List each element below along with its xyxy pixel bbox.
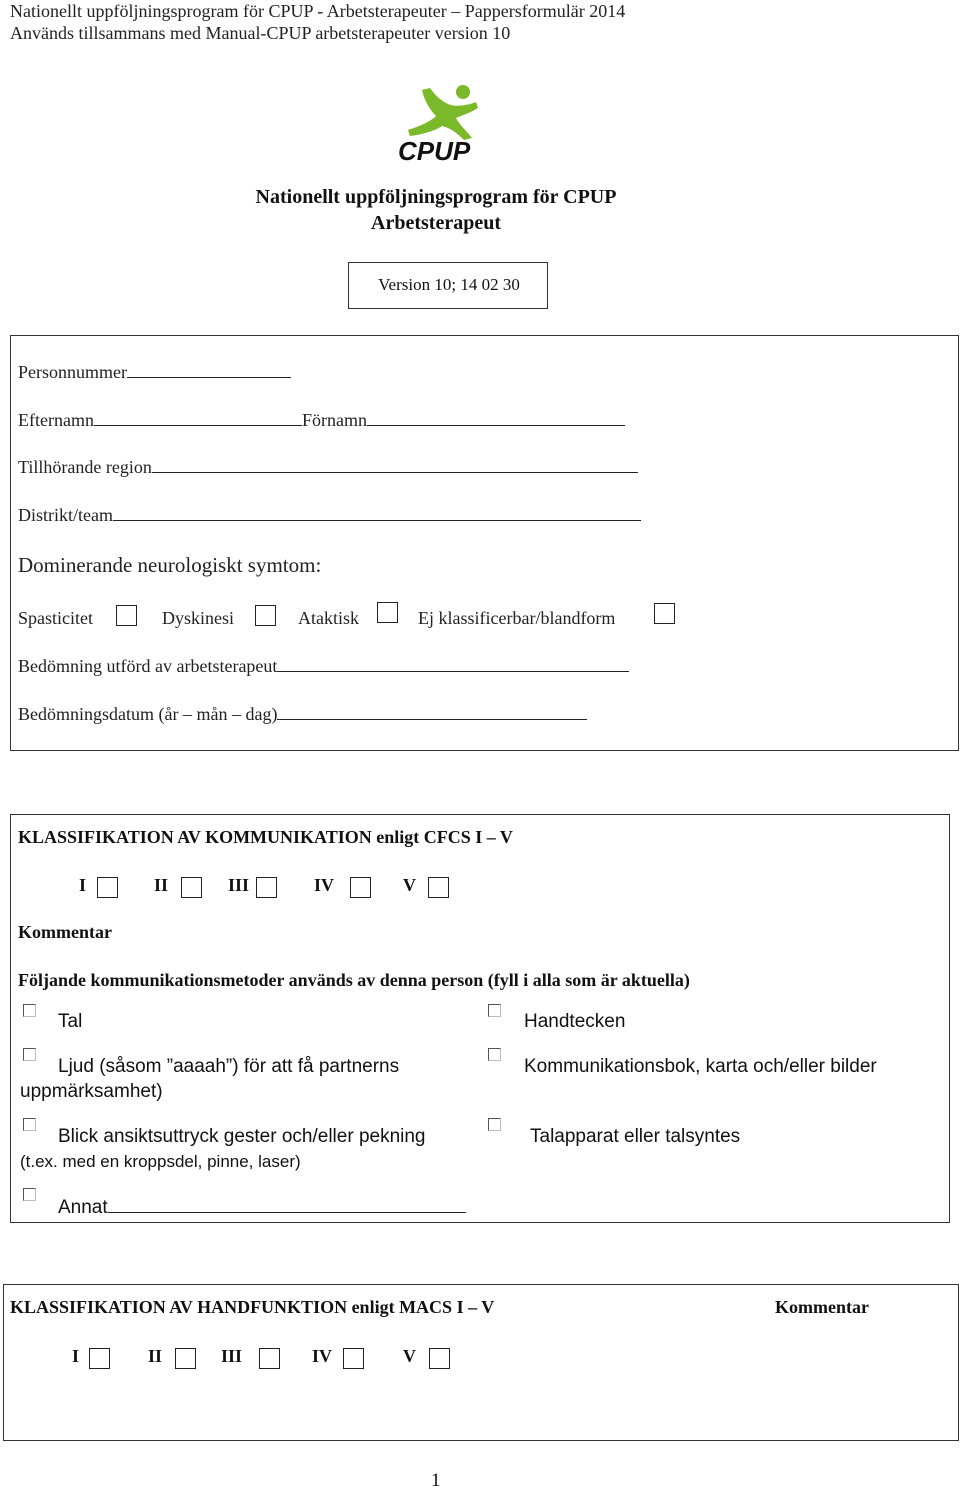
annat-checkbox[interactable] [23, 1188, 36, 1201]
ljud-label-line2: uppmärksamhet) [20, 1081, 163, 1102]
cfcs-level-ii-checkbox[interactable] [181, 877, 202, 898]
cfcs-level-iii-label: III [228, 875, 250, 895]
personnummer-field[interactable] [127, 363, 291, 378]
region-label: Tillhörande region [18, 457, 152, 477]
symptom-ej-klassificerbar [418, 608, 615, 629]
cfcs-heading: KLASSIFIKATION AV KOMMUNIKATION enligt CFCS I – V [18, 827, 513, 847]
macs-level-iv-label: IV [312, 1346, 333, 1366]
macs-level-iv-checkbox[interactable] [343, 1348, 364, 1369]
region-row [18, 457, 638, 478]
blick-checkbox[interactable] [23, 1118, 36, 1131]
region-field[interactable] [152, 458, 638, 473]
efternamn-field[interactable] [94, 411, 302, 426]
handtecken-label: Handtecken [524, 1011, 626, 1032]
macs-comment-label: Kommentar [775, 1297, 869, 1317]
patient-info-box [10, 335, 959, 751]
header-line-2: Används tillsammans med Manual-CPUP arbetsterapeuter version 10 [10, 23, 511, 43]
fornamn-label: Förnamn [301, 410, 367, 430]
ataktisk-label: Ataktisk [298, 608, 359, 628]
symptom-dyskinesi [162, 608, 234, 629]
macs-level-i-label: I [72, 1346, 80, 1366]
macs-level-i-checkbox[interactable] [89, 1348, 110, 1369]
cfcs-level-i-checkbox[interactable] [97, 877, 118, 898]
ljud-checkbox[interactable] [23, 1048, 36, 1061]
macs-level-iii-checkbox[interactable] [259, 1348, 280, 1369]
cfcs-level-i-label: I [79, 875, 87, 895]
annat-label: Annat [58, 1197, 108, 1218]
handtecken-checkbox[interactable] [488, 1004, 501, 1017]
cfcs-level-iv-label: IV [314, 875, 335, 895]
distrikt-label: Distrikt/team [18, 505, 113, 525]
macs-level-v-label: V [403, 1346, 416, 1366]
symptom-ataktisk [298, 608, 359, 629]
assessment-date-row [18, 704, 587, 725]
annat-field[interactable] [108, 1196, 466, 1213]
talapparat-label: Talapparat eller talsyntes [530, 1126, 741, 1147]
header-line-1: Nationellt uppföljningsprogram för CPUP - Arbetsterapeuter – Pappersformulär 2014 [10, 1, 626, 21]
page-number: 1 [431, 1470, 441, 1491]
macs-heading: KLASSIFIKATION AV HANDFUNKTION enligt MACS I – V [10, 1297, 495, 1317]
talapparat-checkbox[interactable] [488, 1118, 501, 1131]
cfcs-level-iii-checkbox[interactable] [256, 877, 277, 898]
blick-label-line2: (t.ex. med en kroppsdel, pinne, laser) [20, 1152, 301, 1171]
logo-text: CPUP [398, 136, 471, 164]
assessed-by-label: Bedömning utförd av arbetsterapeut [18, 656, 278, 676]
distrikt-field[interactable] [113, 506, 641, 521]
ej-klassificerbar-checkbox[interactable] [654, 603, 675, 624]
assessed-by-row [18, 656, 629, 677]
dyskinesi-label: Dyskinesi [162, 608, 234, 628]
macs-level-ii-label: II [148, 1346, 163, 1366]
distrikt-row [18, 505, 641, 526]
cfcs-level-v-label: V [403, 875, 416, 895]
version-box [348, 262, 548, 309]
cfcs-level-ii-label: II [154, 875, 169, 895]
ljud-label-line1: Ljud (såsom ”aaaah”) för att få partnerns [58, 1056, 400, 1077]
symptom-spasticitet [18, 608, 93, 629]
page-title: Nationellt uppföljningsprogram för CPUP [255, 186, 617, 208]
kommbok-checkbox[interactable] [488, 1048, 501, 1061]
macs-level-iii-label: III [221, 1346, 243, 1366]
ataktisk-checkbox[interactable] [377, 602, 398, 623]
kommbok-label: Kommunikationsbok, karta och/eller bilder [524, 1056, 877, 1077]
symptom-heading: Dominerande neurologiskt symtom: [18, 553, 322, 577]
blick-label-line1: Blick ansiktsuttryck gester och/eller pekning [58, 1126, 426, 1147]
personnummer-label: Personnummer [18, 362, 127, 382]
efternamn-label: Efternamn [18, 410, 94, 430]
macs-level-v-checkbox[interactable] [429, 1348, 450, 1369]
assessment-date-label: Bedömningsdatum (år – mån – dag) [18, 704, 278, 724]
ej-klassificerbar-label: Ej klassificerbar/blandform [418, 608, 616, 628]
cfcs-level-iv-checkbox[interactable] [350, 877, 371, 898]
version-label: Version 10; 14 02 30 [378, 275, 520, 294]
fornamn-field[interactable] [367, 411, 625, 426]
assessed-by-field[interactable] [277, 657, 629, 672]
page-subtitle: Arbetsterapeut [371, 212, 501, 234]
name-row [18, 410, 625, 431]
spasticitet-checkbox[interactable] [116, 605, 137, 626]
annat-row [58, 1196, 466, 1219]
dyskinesi-checkbox[interactable] [255, 605, 276, 626]
tal-label: Tal [58, 1011, 83, 1032]
cfcs-level-v-checkbox[interactable] [428, 877, 449, 898]
cpup-logo [390, 82, 490, 164]
personnummer-row [18, 362, 291, 383]
tal-checkbox[interactable] [23, 1004, 36, 1017]
assessment-date-field[interactable] [277, 705, 587, 720]
spasticitet-label: Spasticitet [18, 608, 93, 628]
methods-heading: Följande kommunikationsmetoder används av denna person (fyll i alla som är aktuella) [18, 970, 690, 990]
cfcs-comment-label: Kommentar [18, 922, 112, 942]
macs-level-ii-checkbox[interactable] [175, 1348, 196, 1369]
